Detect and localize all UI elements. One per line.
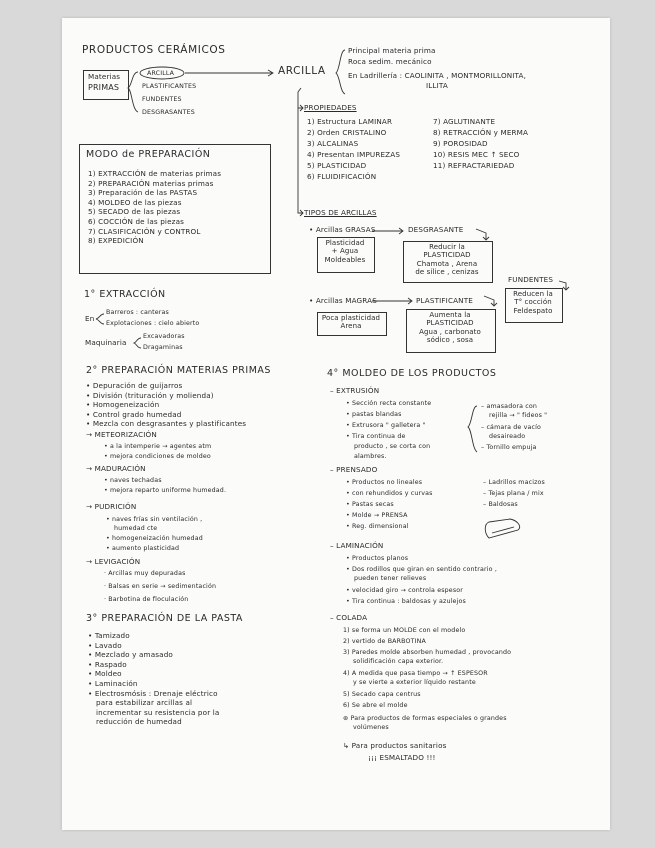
propiedades-right (433, 116, 528, 171)
propiedades-left (307, 116, 400, 182)
maquinaria-label: Maquinaria (85, 338, 127, 347)
modo-item: 8) EXPEDICIÓN (88, 236, 144, 246)
pren-right: – Baldosas (483, 501, 518, 508)
arcillas-grasas: • Arcillas GRASAS (309, 225, 376, 234)
extr-item: • Extrusora " galletera " (346, 422, 426, 429)
extr-item: • pastas blandas (346, 411, 402, 418)
modo-title: MODO de PREPARACIÓN (86, 149, 211, 160)
plastificante-box-text: Aumenta la PLASTICIDAD Agua , carbonato sódico , sosa (419, 311, 481, 345)
propiedad: 3) ALCALINAS (307, 139, 359, 148)
colada-item: 6) Se abre el molde (343, 702, 408, 709)
pren-item: • Productos no lineales (346, 479, 423, 486)
fundentes-label: FUNDENTES (508, 275, 554, 284)
grasas-box-text: Plasticidad + Agua Moldeables (324, 239, 366, 264)
laminacion-title: – LAMINACIÓN (330, 541, 384, 550)
pren-right: – Ladrillos macizos (483, 479, 545, 486)
propiedades-title: PROPIEDADES (304, 103, 357, 112)
lam-item: • Productos planos (346, 555, 409, 562)
prep-mp-title: 2° PREPARACIÓN MATERIAS PRIMAS (86, 365, 271, 376)
page-title: PRODUCTOS CERÁMICOS (82, 44, 226, 56)
modo-item: 4) MOLDEO de las piezas (88, 197, 182, 207)
extr-right: – cámara de vacío (481, 424, 541, 431)
mp-item-desgrasantes: DESGRASANTES (142, 109, 195, 116)
lam-item: • Tira continua : baldosas y azulejos (346, 598, 466, 605)
arcilla-def: Roca sedim. mecánico (348, 57, 432, 66)
extr-item: • Sección recta constante (346, 400, 432, 407)
pudricion-title: → PUDRICIÓN (86, 502, 137, 511)
madur-item: • naves techadas (104, 477, 162, 484)
propiedad: 9) POROSIDAD (433, 139, 488, 148)
mp-item-plastificantes: PLASTIFICANTES (142, 83, 197, 90)
colada-item: 5) Secado capa centrus (343, 691, 421, 698)
colada-item: 3) Paredes molde absorben humedad , provocando (343, 649, 512, 656)
modo-item: 5) SECADO de las piezas (88, 207, 181, 217)
arcilla-title: ARCILLA (278, 65, 326, 77)
arcilla-def: En Ladrillería : CAOLINITA , MONTMORILLONITA, (348, 71, 527, 80)
modo-item: 7) CLASIFICACIÓN y CONTROL (88, 226, 201, 236)
mp-item-fundentes: FUNDENTES (142, 96, 182, 103)
en-brace (96, 314, 104, 324)
moldeo-title: 4° MOLDEO DE LOS PRODUCTOS (327, 368, 497, 379)
en-item: Barreros : canteras (106, 309, 169, 316)
arcilla-brace (336, 50, 345, 94)
baldosa-sketch (485, 519, 519, 538)
propiedad: 5) PLASTICIDAD (307, 161, 367, 170)
modo-list (88, 169, 221, 246)
pudr-item: • aumento plasticidad (106, 545, 180, 552)
en-item: Explotaciones : cielo abierto (106, 320, 200, 327)
madur-item: • mejora reparto uniforme humedad. (104, 487, 227, 494)
extraccion-title: 1° EXTRACCIÓN (84, 289, 166, 300)
materias-label: Materias (88, 72, 121, 81)
levig-item: · Balsas en serie → sedimentación (104, 583, 217, 590)
modo-item: 2) PREPARACIÓN materias primas (88, 178, 214, 188)
colada-item: 1) se forma un MOLDE con el modelo (343, 627, 466, 634)
colada-item: ⊛ Para productos de formas especiales o grandes (343, 715, 507, 722)
primas-label: PRIMAS (88, 83, 120, 92)
pudr-item: • naves frías sin ventilación , (106, 516, 203, 523)
tipos-arrow (298, 108, 303, 213)
levig-item: · Barbotina de floculación (104, 596, 189, 603)
en-label: En (85, 314, 95, 323)
extrusion-title: – EXTRUSIÓN (330, 386, 380, 395)
plastificante-label: PLASTIFICANTE (416, 296, 473, 305)
arcillas-magras: • Arcillas MAGRAS (309, 296, 377, 305)
meteorizacion-title: → METEORIZACIÓN (86, 430, 157, 439)
pren-item: • Reg. dimensional (346, 523, 409, 530)
pudr-item: • homogeneización humedad (106, 535, 203, 542)
maq-item: Dragaminas (143, 344, 183, 351)
maq-item: Excavadoras (143, 333, 185, 340)
extr-item: producto , se corta con (354, 443, 431, 450)
desgrasante-box-text: Reducir la PLASTICIDAD Chamota , Arena de sílice , cenizas (415, 243, 479, 277)
maq-brace (134, 338, 141, 348)
modo-item: 1) EXTRACCIÓN de materias primas (88, 169, 222, 178)
arcilla-def: ILLITA (426, 81, 448, 90)
pren-item: • Pastas secas (346, 501, 394, 508)
propiedad: 6) FLUIDIFICACIÓN (307, 172, 377, 181)
pren-item: • Molde → PRENSA (346, 512, 408, 519)
prensado-title: – PRENSADO (330, 465, 378, 474)
lam-item: • velocidad giro → controla espesor (346, 587, 463, 594)
extr-item: alambres. (354, 453, 387, 460)
prep-mp-list: • Depuración de guijarros • División (trituración y molienda) • Homogeneización • Control grado humedad • Mezcla con desgrasantes y plastificantes (86, 381, 247, 429)
tipos-title: TIPOS DE ARCILLAS (304, 208, 377, 217)
extrusion-brace (468, 406, 477, 452)
extr-right: rejilla → " fideos " (489, 412, 548, 419)
colada-item: volúmenes (353, 724, 389, 731)
colada-item: solidificación capa exterior. (353, 658, 444, 665)
maduracion-title: → MADURACIÓN (86, 464, 146, 473)
meteo-item: • mejora condiciones de moldeo (104, 453, 211, 460)
materias-brace (128, 72, 138, 112)
meteo-item: • a la intemperie → agentes atm (104, 443, 212, 450)
lam-item: pueden tener relieves (354, 575, 427, 582)
mp-item-arcilla: ARCILLA (147, 70, 175, 77)
prep-pasta-title: 3° PREPARACIÓN DE LA PASTA (86, 613, 243, 624)
arcilla-def: Principal materia prima (348, 46, 436, 55)
modo-item: 6) COCCIÓN de las piezas (88, 216, 185, 226)
propiedad: 11) REFRACTARIEDAD (433, 161, 515, 170)
extr-right: – Tornillo empuja (481, 444, 537, 451)
prep-pasta-list: • Tamizado • Lavado • Mezclado y amasado • Raspado • Moldeo • Laminación • Electrosmósis : Drenaje eléctrico para estabilizar arcillas al incrementar su resistencia por la reducción de humedad (88, 631, 220, 727)
modo-item: 3) Preparación de las PASTAS (88, 188, 198, 198)
propiedad: 2) Orden CRISTALINO (307, 128, 387, 137)
propiedad: 10) RESIS MEC ↑ SECO (433, 150, 520, 159)
magras-box-text: Poca plasticidad Arena (321, 314, 381, 331)
colada-item: y se vierte a exterior líquido restante (353, 679, 476, 686)
propiedad: 4) Presentan IMPUREZAS (307, 150, 401, 159)
fundentes-box-text: Reducen la T° cocción Feldespato (513, 290, 553, 315)
propiedad: 1) Estructura LAMINAR (307, 117, 393, 126)
esmaltado-note: ¡¡¡ ESMALTADO !!! (368, 753, 436, 762)
propiedad: 8) RETRACCIÓN y MERMA (433, 128, 529, 137)
pren-right: – Tejas plana / mix (483, 490, 544, 497)
sanitarios-note: ↳ Para productos sanitarios (343, 741, 447, 750)
colada-item: 2) vertido de BARBOTINA (343, 638, 426, 645)
colada-item: 4) A medida que pasa tiempo → ↑ ESPESOR (343, 670, 488, 677)
lam-item: • Dos rodillos que giran en sentido contrario , (346, 566, 497, 573)
extr-item: • Tira continua de (346, 433, 406, 440)
pudr-item: humedad cte (114, 525, 158, 532)
extr-right: desaireado (489, 433, 526, 440)
desgrasante-label: DESGRASANTE (408, 225, 464, 234)
extr-right: – amasadora con (481, 403, 537, 410)
levigacion-title: → LEVIGACIÓN (86, 557, 141, 566)
propiedad: 7) AGLUTINANTE (433, 117, 496, 126)
pren-item: • con rehundidos y curvas (346, 490, 433, 497)
colada-title: – COLADA (330, 613, 368, 622)
levig-item: · Arcillas muy depuradas (104, 570, 186, 577)
